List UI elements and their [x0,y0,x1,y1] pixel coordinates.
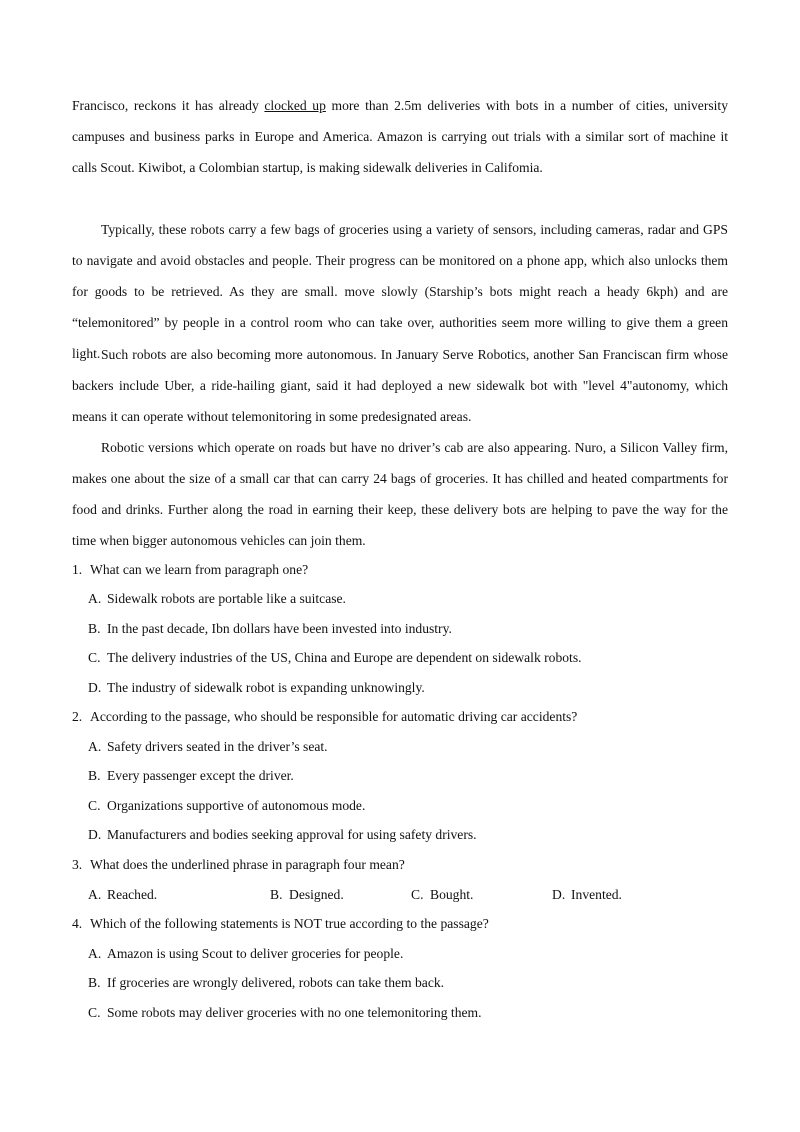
option-text: Designed. [289,887,344,902]
option-text: Organizations supportive of autonomous mode. [107,798,366,813]
option-text: The industry of sidewalk robot is expanding unknowingly. [107,680,425,695]
paragraph-4: Robotic versions which operate on roads but have no driver’s cab are also appearing. Nuro, a Silicon Valley firm, makes one about the size of a small car that can carry 24 bags of groceries. It has chilled and heated compartments for food and drinks. Further along the road in earning their keep, these delivery bots are helping to pave the way for the time when bigger autonomous vehicles can join them. [72,440,728,548]
option-text: In the past decade, Ibn dollars have been invested into industry. [107,621,452,636]
question-4-option-c[interactable] [88,1004,482,1022]
paragraph-1-text-end: more than 2.5m deliveries with bots in a number of cities, university campuses and business parks in Europe and America. Amazon is carrying out trials with a similar sort of machine it calls Scout. Kiwibot, a Colombian startup, is making sidewalk deliveries in Califomia. [72,98,729,175]
question-2-option-a[interactable] [88,738,328,756]
option-letter: C. [88,650,101,665]
question-1 [72,561,308,579]
question-1-option-c[interactable] [88,649,582,667]
question-2 [72,708,577,726]
option-letter: A. [88,591,102,606]
option-letter: C. [411,887,424,902]
question-number: 4. [72,916,83,931]
question-4 [72,915,489,933]
option-text: Some robots may deliver groceries with no one telemonitoring them. [107,1005,482,1020]
option-letter: D. [88,680,102,695]
question-1-option-b[interactable] [88,620,452,638]
question-number: 1. [72,562,83,577]
option-letter: A. [88,739,102,754]
option-letter: A. [88,887,102,902]
question-number: 3. [72,857,83,872]
option-letter: D. [88,827,102,842]
question-3-option-b[interactable] [270,886,344,904]
question-2-option-d[interactable] [88,826,477,844]
question-3 [72,856,405,874]
paragraph-1 [72,90,728,183]
question-text: What does the underlined phrase in paragraph four mean? [90,857,405,872]
option-text: If groceries are wrongly delivered, robots can take them back. [107,975,445,990]
option-text: Sidewalk robots are portable like a suitcase. [107,591,346,606]
option-text: The delivery industries of the US, China and Europe are dependent on sidewalk robots. [107,650,582,665]
question-text: Which of the following statements is NOT true according to the passage? [90,916,489,931]
question-3-option-a[interactable] [88,886,157,904]
option-text: Invented. [571,887,622,902]
question-2-option-c[interactable] [88,797,365,815]
question-1-option-a[interactable] [88,590,346,608]
option-letter: C. [88,798,101,813]
paragraph-2: Typically, these robots carry a few bags of groceries using a variety of sensors, including cameras, radar and GPS to navigate and avoid obstacles and people. Their progress can be monitored on a phone app, which also unlocks them for goods to be retrieved. As they are small. move slowly (Starship’s bots might reach a heady 6kph) and are “telemonitored” by people in a control room who can take over, authorities seem more willing to give them a green light. [72,222,728,361]
option-text: Bought. [430,887,474,902]
question-4-option-b[interactable] [88,974,444,992]
question-2-option-b[interactable] [88,767,294,785]
question-text: What can we learn from paragraph one? [90,562,309,577]
option-letter: B. [270,887,283,902]
option-text: Every passenger except the driver. [107,768,294,783]
question-4-option-a[interactable] [88,945,403,963]
paragraph-1-text-start: Francisco, reckons it has already [72,98,265,113]
option-text: Manufacturers and bodies seeking approval for using safety drivers. [107,827,477,842]
option-letter: D. [552,887,566,902]
option-letter: B. [88,975,101,990]
option-letter: C. [88,1005,101,1020]
option-letter: B. [88,768,101,783]
option-text: Amazon is using Scout to deliver groceries for people. [107,946,404,961]
question-1-option-d[interactable] [88,679,425,697]
paragraph-3: Such robots are also becoming more autonomous. In January Serve Robotics, another San Franciscan firm whose backers include Uber, a ride-hailing giant, said it had deployed a new sidewalk bot with "level 4"autonomy, which means it can operate without telemonitoring in some predesignated areas. [72,347,728,424]
question-number: 2. [72,709,83,724]
option-letter: A. [88,946,102,961]
option-text: Safety drivers seated in the driver’s seat. [107,739,328,754]
question-text: According to the passage, who should be responsible for automatic driving car accidents? [90,709,578,724]
question-3-option-d[interactable] [552,886,622,904]
underlined-phrase: clocked up [264,98,326,113]
option-text: Reached. [107,887,158,902]
option-letter: B. [88,621,101,636]
question-3-option-c[interactable] [411,886,473,904]
